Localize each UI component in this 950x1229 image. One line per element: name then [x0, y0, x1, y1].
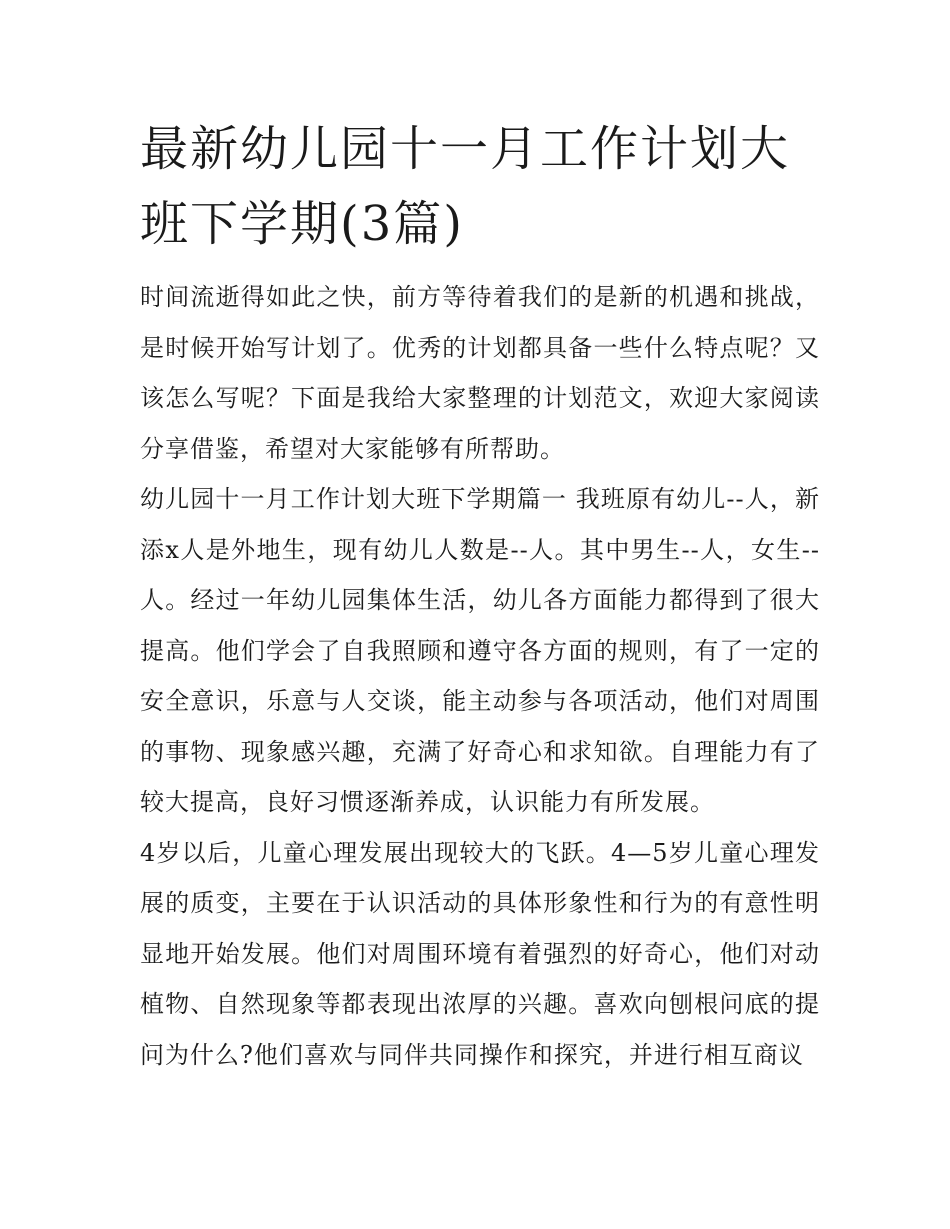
paragraph-class-situation: 幼儿园十一月工作计划大班下学期篇一 我班原有幼儿--人，新添x人是外地生，现有幼儿人数是--人。其中男生--人，女生--人。经过一年幼儿园集体生活，幼儿各方面能力都得到了很大提高。他们学会了自我照顾和遵守各方面的规则，有了一定的安全意识，乐意与人交谈，能主动参与各项活动，他们对周围的事物、现象感兴趣，充满了好奇心和求知欲。自理能力有了较大提高，良好习惯逐渐养成，认识能力有所发展。	[140, 485, 820, 816]
document-title: 最新幼儿园十一月工作计划大班下学期(3篇)	[140, 121, 791, 252]
paragraph-development: 4岁以后，儿童心理发展出现较大的飞跃。4—5岁儿童心理发展的质变，主要在于认识活动的具体形象性和行为的有意性明显地开始发展。他们对周围环境有着强烈的好奇心，他们对动植物、自然现象等都表现出浓厚的兴趣。喜欢向刨根问底的提问为什么?他们喜欢与同伴共同操作和探究，并进行相互商议	[140, 838, 820, 1069]
document-page	[140, 112, 820, 1080]
paragraph-intro: 时间流逝得如此之快，前方等待着我们的是新的机遇和挑战，是时候开始写计划了。优秀的计划都具备一些什么特点呢？又该怎么写呢？下面是我给大家整理的计划范文，欢迎大家阅读分享借鉴，希望对大家能够有所帮助。	[140, 283, 820, 463]
